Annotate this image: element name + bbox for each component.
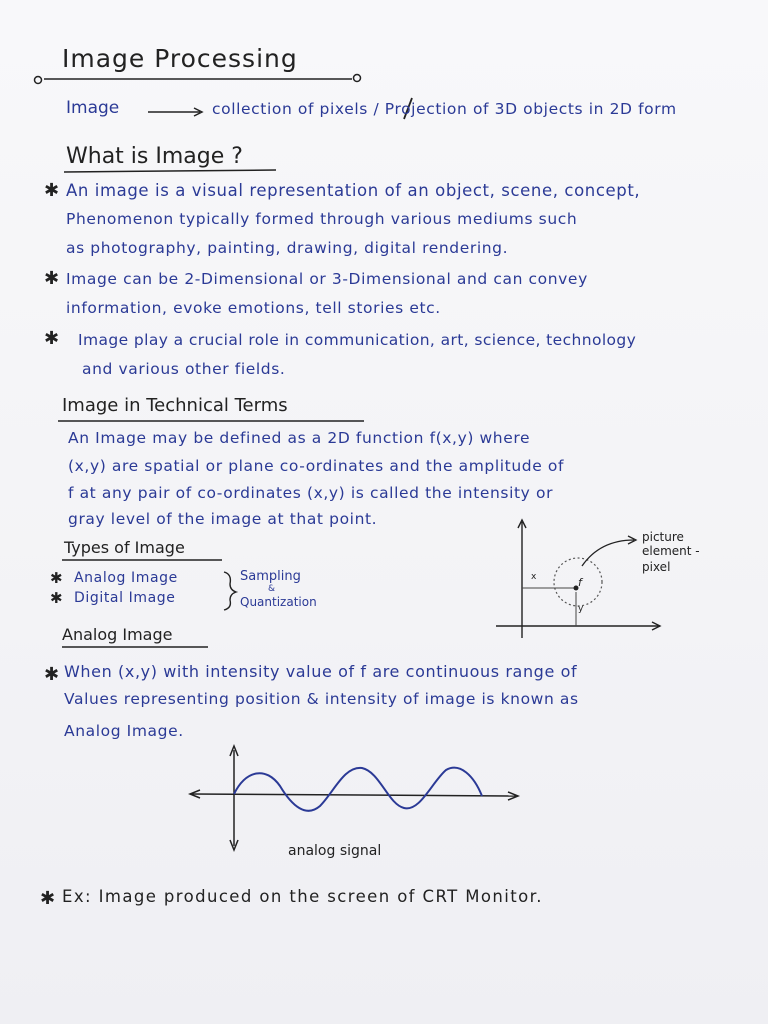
analog-line-3: Analog Image. bbox=[64, 722, 184, 740]
analog-signal-label: analog signal bbox=[288, 843, 382, 859]
image-definition: collection of pixels / Projection of 3D objects in 2D form bbox=[212, 100, 677, 118]
bullet-star: ✱ bbox=[44, 268, 60, 289]
pixel-label-1: picture bbox=[642, 530, 684, 544]
bullet-star: ✱ bbox=[50, 589, 63, 607]
analog-line-1: When (x,y) with intensity value of f are continuous range of bbox=[64, 662, 578, 681]
section-heading-technical: Image in Technical Terms bbox=[62, 395, 288, 416]
technical-line-2: (x,y) are spatial or plane co-ordinates and the amplitude of bbox=[68, 457, 565, 475]
type-digital: Digital Image bbox=[74, 590, 176, 606]
bullet-1-line-2: Phenomenon typically formed through various mediums such bbox=[66, 210, 578, 228]
bullet-1-line-3: as photography, painting, drawing, digital rendering. bbox=[66, 239, 509, 257]
bullet-star: ✱ bbox=[50, 569, 63, 587]
section-heading-types: Types of Image bbox=[64, 538, 185, 557]
technical-line-1: An Image may be defined as a 2D function f(x,y) where bbox=[68, 429, 531, 447]
technical-line-4: gray level of the image at that point. bbox=[68, 510, 378, 528]
section-heading-what-is-image: What is Image ? bbox=[66, 144, 243, 169]
note-quantization: Quantization bbox=[240, 595, 317, 609]
bullet-1-line-1: An image is a visual representation of an object, scene, concept, bbox=[66, 181, 641, 200]
bullet-star: ✱ bbox=[44, 328, 60, 349]
bullet-star: ✱ bbox=[44, 180, 60, 201]
technical-line-3: f at any pair of co-ordinates (x,y) is called the intensity or bbox=[68, 484, 554, 502]
bullet-2-line-2: information, evoke emotions, tell stories etc. bbox=[66, 299, 441, 317]
pixel-label-3: pixel bbox=[642, 560, 671, 574]
type-analog: Analog Image bbox=[74, 570, 178, 586]
image-term: Image bbox=[66, 98, 120, 118]
pixel-y-label: y bbox=[578, 604, 584, 614]
bullet-3-line-2: and various other fields. bbox=[82, 360, 286, 378]
bullet-2-line-1: Image can be 2-Dimensional or 3-Dimensional and can convey bbox=[66, 270, 588, 288]
bullet-3-line-1: Image play a crucial role in communication, art, science, technology bbox=[78, 331, 637, 349]
bullet-star: ✱ bbox=[44, 664, 60, 685]
analog-example: Ex: Image produced on the screen of CRT Monitor. bbox=[62, 887, 543, 906]
pixel-label-2: element - bbox=[642, 544, 700, 558]
pixel-f-label: f bbox=[578, 576, 582, 589]
note-and: & bbox=[268, 584, 276, 594]
bullet-star: ✱ bbox=[40, 888, 56, 909]
note-sampling: Sampling bbox=[240, 569, 301, 584]
analog-line-2: Values representing position & intensity of image is known as bbox=[64, 690, 579, 708]
page-title: Image Processing bbox=[62, 44, 298, 73]
pixel-x-label: x bbox=[531, 572, 537, 582]
section-heading-analog: Analog Image bbox=[62, 625, 173, 644]
